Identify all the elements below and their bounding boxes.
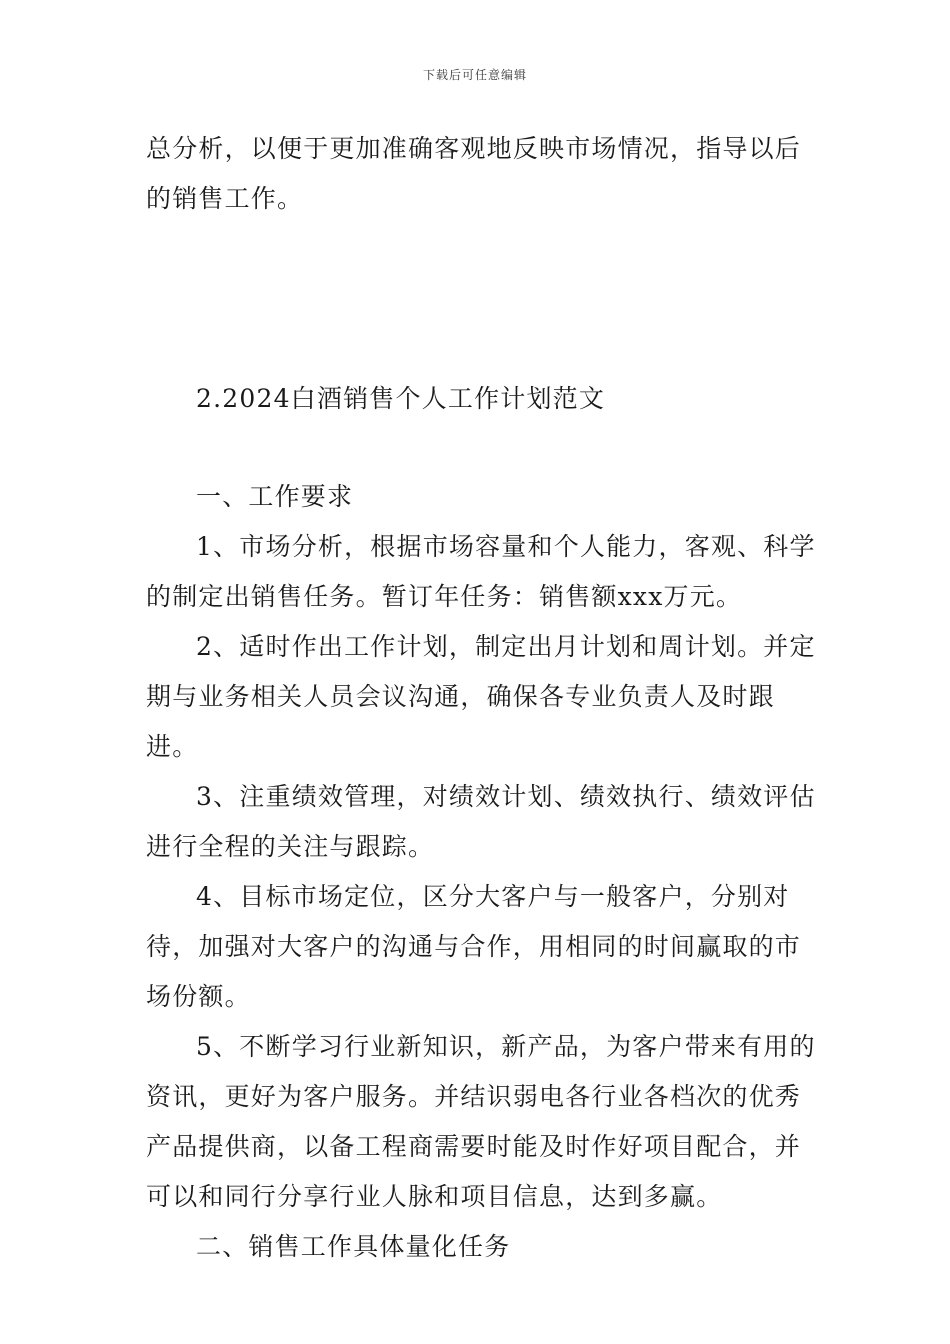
document-body [146, 124, 816, 1272]
header-note: 下载后可任意编辑 [422, 68, 527, 82]
heading-work-requirements: 一、工作要求 [196, 482, 354, 511]
list-item-4: 4、目标市场定位，区分大客户与一般客户，分别对待，加强对大客户的沟通与合作，用相同的时间赢取的市场份额。 [146, 882, 802, 1011]
list-item-1: 1、市场分析，根据市场容量和个人能力，客观、科学的制定出销售任务。暂订年任务：销售额xxx万元。 [146, 532, 816, 611]
list-item-2: 2、适时作出工作计划，制定出月计划和周计划。并定期与业务相关人员会议沟通，确保各专业负责人及时跟进。 [146, 632, 816, 761]
list-item-5: 5、不断学习行业新知识，新产品，为客户带来有用的资讯，更好为客户服务。并结识弱电各行业各档次的优秀产品提供商，以备工程商需要时能及时作好项目配合，并可以和同行分享行业人脉和项目信息，达到多赢。 [146, 1032, 816, 1211]
heading-quantified-tasks: 二、销售工作具体量化任务 [196, 1232, 511, 1261]
spacer [146, 424, 816, 472]
intro-continuation-paragraph: 总分析，以便于更加准确客观地反映市场情况，指导以后的销售工作。 [146, 134, 802, 213]
list-item-3: 3、注重绩效管理，对绩效计划、绩效执行、绩效评估进行全程的关注与跟踪。 [146, 782, 816, 861]
section-title: 2.2024白酒销售个人工作计划范文 [196, 384, 606, 413]
spacer [146, 224, 816, 374]
